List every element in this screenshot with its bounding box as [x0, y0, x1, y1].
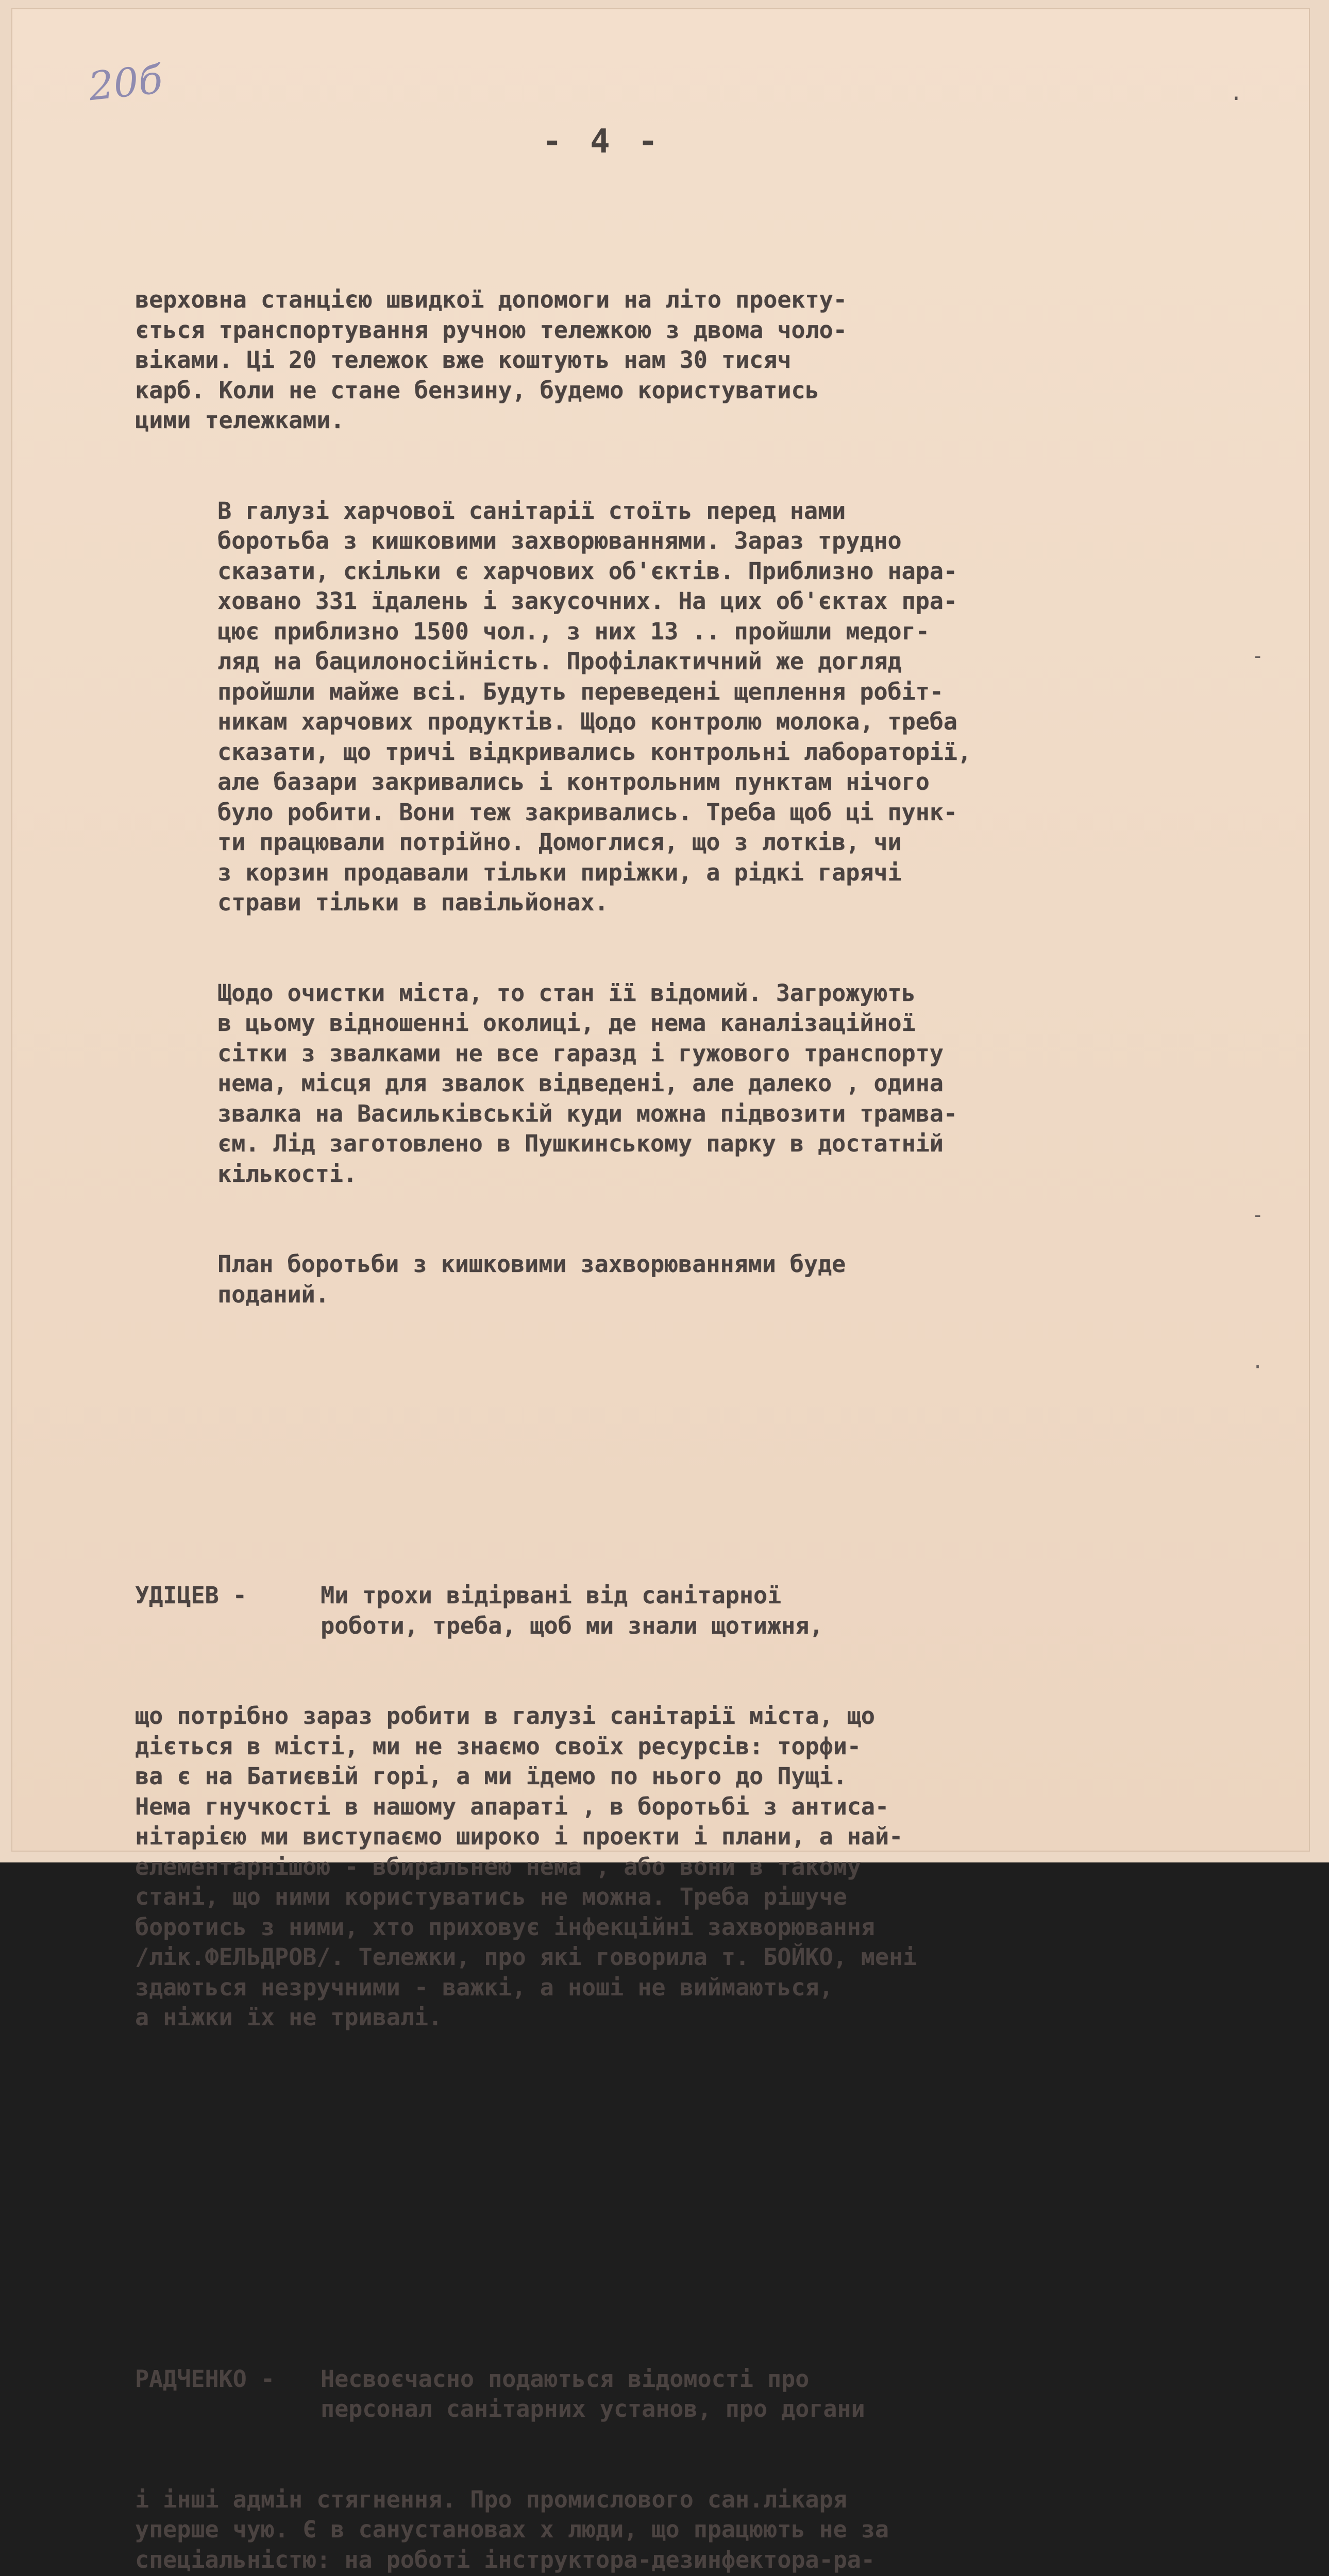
archive-folio-mark: 20б — [87, 56, 165, 109]
document-page — [11, 8, 1310, 1852]
edge-mark: · — [1252, 1355, 1264, 1378]
paragraph-city-cleaning: Щодо очистки міста, то стан її відомий. Загрожують в цьому відношенні околиці, де нема каналізаційної сітки з звалками не все гаразд і гужового транспорту нема, місця для звалок відведені, але далеко , одина звалка на Васильківській куди можна підвозити трамва- єм. Лід заготовлено в Пушкинському парку в достатній кількості. — [135, 978, 1176, 1190]
paragraph-plan: План боротьби з кишковими захворюваннями буде поданий. — [135, 1249, 1176, 1310]
speech-opening: Несвоєчасно подаються відомості про персонал санітарних установ, про догани — [321, 2364, 1176, 2425]
speaker-name: УДІЦЕВ - — [135, 1581, 321, 1641]
speech-opening: Ми трохи відірвані від санітарної роботи, треба, щоб ми знали щотижня, — [321, 1581, 1176, 1641]
speech-block — [135, 2304, 1176, 2576]
speaker-name: РАДЧЕНКО - — [135, 2364, 321, 2425]
speech-block — [135, 1520, 1176, 2093]
paragraph-food-sanitation: В галузі харчової санітарії стоїть перед нами боротьба з кишковими захворюваннями. Зараз трудно сказати, скільки є харчових об'єктів. Приблизно нара- ховано 331 їдалень і закусочних. На цих об'єктах пра- цює приблизно 1500 чол., з них 13 .. пройшли медог- ляд на бацилоносійність. Профілактичний же догляд пройшли майже всі. Будуть переведені щеплення робіт- никам харчових продуктів. Щодо контролю молока, треба сказати, що тричі відкривались контрольні лабораторії, але базари закривались і контрольним пунктам нічого було робити. Вони теж закривались. Треба щоб ці пунк- ти працювали потрійно. Домоглися, що з лотків, чи з корзин продавали тільки пиріжки, а рідкі гарячі страви тільки в павільйонах. — [135, 496, 1176, 918]
speech-text: і інші адмін стягнення. Про промислового сан.лікаря уперше чую. Є в санустановах х люди, що працюють не за спеціальністю: на роботі інструктора-дезинфектора-ра- — [135, 2485, 1176, 2576]
document-body — [135, 225, 1176, 2576]
speech-text: що потрібно зараз робити в галузі санітарії міста, що діється в місті, ми не знаємо своїх ресурсів: торфи- ва є на Батиєвій горі, а ми їдемо по нього до Пущі. Нема гнучкості в нашому апараті , в боротьбі з антиса- нітарією ми виступаємо широко і проекти і плани, а най- елементарнішою - вбиральнею нема , або вони в такому стані, що ними користуватись не можна. Треба рішуче боротись з ними, хто приховує інфекційні захворювання /лік.ФЕЛЬДРОВ/. Тележки, про які говорила т. БОЙКО, мені здаються незручними - важкі, а ноші не виймаються, а ніжки їх не тривалі. — [135, 1701, 1176, 2033]
edge-mark: - — [1252, 645, 1264, 667]
corner-mark: · — [1230, 86, 1243, 112]
page-number: - 4 - — [542, 123, 662, 161]
paragraph-continuation: верховна станцією швидкої допомоги на літо проекту- ється транспортування ручною тележкою з двома чоло- віками. Ці 20 тележок вже коштують нам 30 тисяч карб. Коли не стане бензину, будемо користуватись цими тележками. — [135, 285, 1176, 436]
edge-mark: - — [1252, 1204, 1264, 1226]
